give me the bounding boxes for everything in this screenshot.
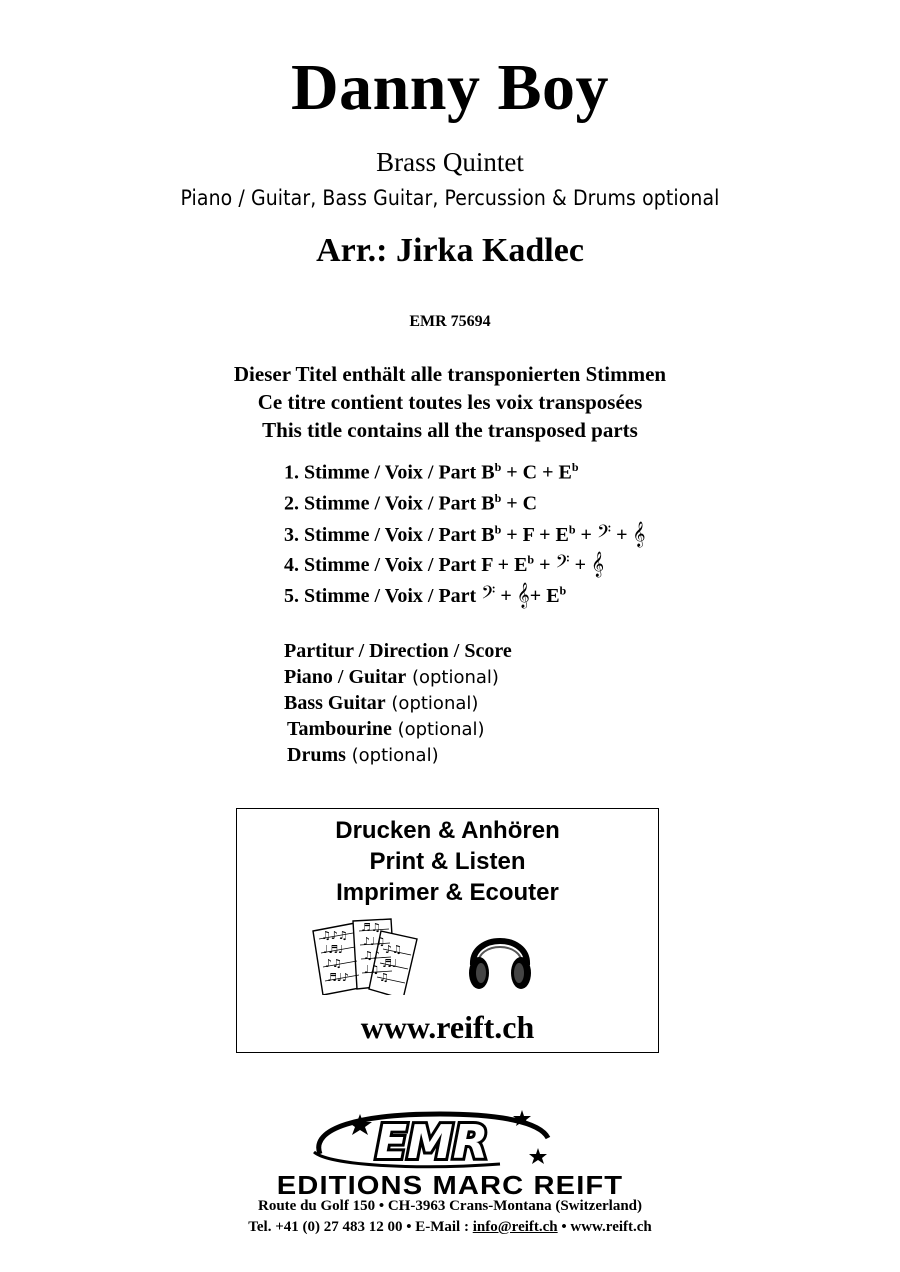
part-3-line: 3. Stimme / Voix / Part $B^b + F + E^b$ + 𝄢 + 𝄞 (284, 521, 646, 546)
score-item-bass-guitar: Bass Guitar (optional) (284, 692, 479, 714)
svg-text:♩♬♩: ♩♬♩ (323, 943, 344, 956)
svg-text:♫♪: ♫♪ (363, 949, 380, 962)
part-2-line: 2. Stimme / Voix / Part $B^b + C$ (284, 491, 538, 515)
publisher-contact: Tel. +41 (0) 27 483 12 00 • E-Mail : info@reift.ch • www.reift.ch (248, 1219, 652, 1235)
print-listen-box (236, 808, 659, 1053)
sheet-music-icon (309, 917, 421, 995)
svg-text:♬♩: ♬♩ (382, 957, 398, 970)
svg-text:♫: ♫ (379, 971, 389, 984)
arranger: Arr.: Jirka Kadlec (316, 232, 584, 269)
transposed-note-en: This title contains all the transposed parts (262, 418, 638, 442)
catalog-number: EMR 75694 (409, 313, 491, 330)
website-link[interactable]: www.reift.ch (360, 1009, 535, 1045)
ensemble-subtitle: Brass Quintet (376, 147, 524, 177)
part-4-line: 4. Stimme / Voix / Part $F + E^b$ + 𝄢 + 𝄞 (284, 551, 605, 576)
svg-text:♪♩♫: ♪♩♫ (363, 935, 386, 948)
promo-line-fr: Imprimer & Ecouter (336, 879, 559, 906)
score-item-drums: Drums (optional) (287, 744, 439, 766)
bass-clef-icon: 𝄢 (555, 551, 570, 576)
bass-clef-icon: 𝄢 (481, 582, 496, 607)
emr-logo (300, 1108, 560, 1178)
part-1-line: 1. Stimme / Voix / Part $B^b + C + E^b$ (284, 460, 579, 484)
score-item-piano-guitar: Piano / Guitar (optional) (284, 666, 499, 688)
publisher-address: Route du Golf 150 • CH-3963 Crans-Montana (Switzerland) (258, 1198, 642, 1214)
publisher-name: EDITIONS MARC REIFT (276, 1170, 624, 1200)
logo-text: EMR (375, 1115, 489, 1169)
instrumentation-line: Piano / Guitar, Bass Guitar, Percussion & Drums optional (180, 186, 720, 210)
svg-text:♪♫: ♪♫ (385, 943, 402, 956)
svg-text:♩♫: ♩♫ (364, 963, 380, 976)
transposed-note-fr: Ce titre contient toutes les voix transposées (257, 390, 643, 414)
score-item-score: Partitur / Direction / Score (284, 640, 512, 662)
piece-title: Danny Boy (290, 51, 610, 124)
svg-text:♫♪♫: ♫♪♫ (321, 929, 348, 942)
part-5-line: 5. Stimme / Voix / Part 𝄢 + 𝄞+ $E^b$ (284, 582, 567, 607)
transposed-note-de: Dieser Titel enthält alle transponierten Stimmen (233, 362, 667, 386)
bass-clef-icon: 𝄢 (596, 521, 612, 546)
svg-text:♪♫: ♪♫ (325, 957, 342, 970)
promo-line-en: Print & Listen (369, 848, 526, 875)
treble-clef-icon: 𝄞 (516, 582, 530, 607)
svg-text:♬♫: ♬♫ (361, 921, 381, 934)
treble-clef-icon: 𝄞 (632, 521, 646, 546)
svg-text:♬♩♪: ♬♩♪ (327, 971, 350, 984)
promo-line-de: Drucken & Anhören (335, 817, 560, 844)
email-link[interactable]: info@reift.ch (472, 1219, 558, 1235)
treble-clef-icon: 𝄞 (591, 551, 605, 576)
score-item-tambourine: Tambourine (optional) (287, 718, 485, 740)
headphones-icon (465, 921, 535, 993)
star-icon (529, 1148, 547, 1164)
